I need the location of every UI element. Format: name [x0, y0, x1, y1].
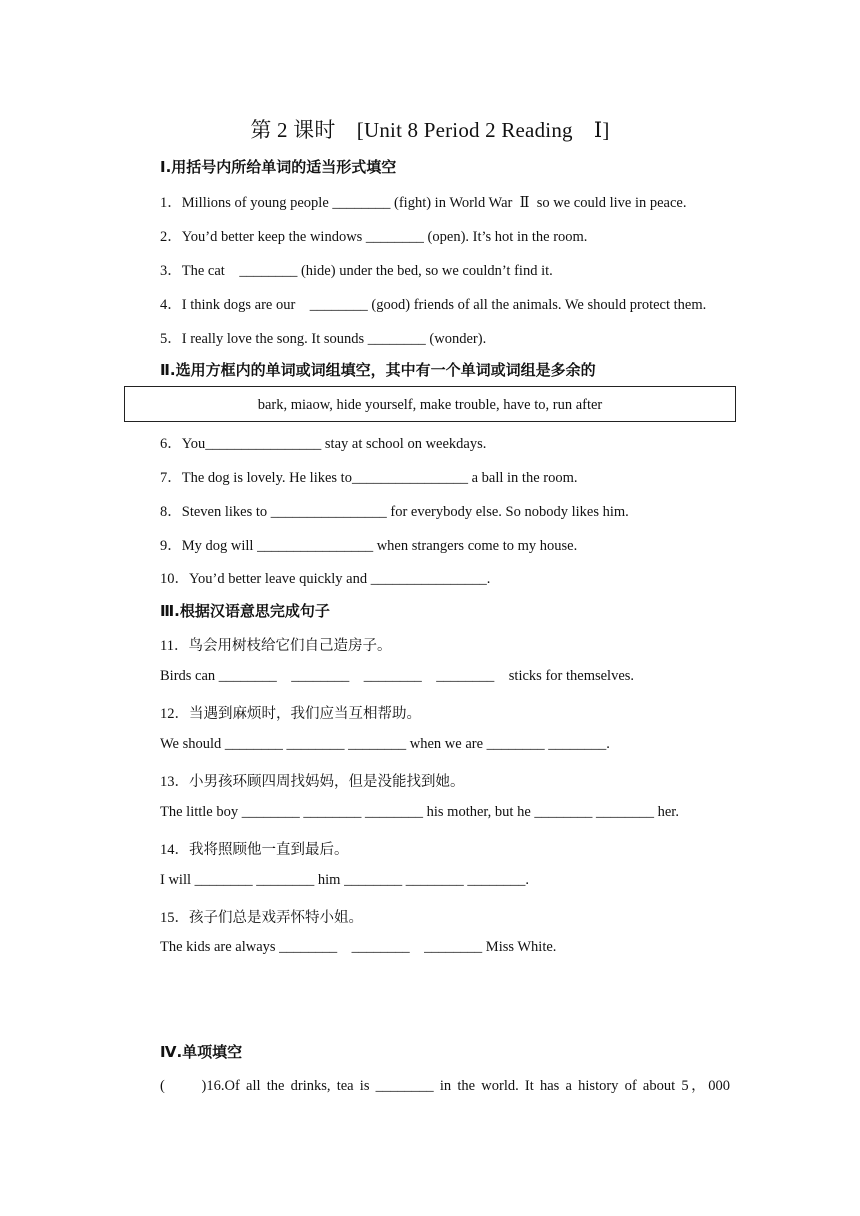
- section-4-heading: Ⅳ.单项填空: [160, 1043, 243, 1061]
- question-2: 2．You’d better keep the windows ________ (open). It’s hot in the room.: [160, 229, 588, 245]
- question-8: 8．Steven likes to ________________ for everybody else. So nobody likes him.: [160, 504, 629, 520]
- section-3-heading: Ⅲ.根据汉语意思完成句子: [160, 602, 330, 620]
- question-7: 7．The dog is lovely. He likes to________________ a ball in the room.: [160, 470, 578, 486]
- question-6: 6．You________________ stay at school on weekdays.: [160, 436, 487, 452]
- page-title: 第 2 课时 [Unit 8 Period 2 Reading Ⅰ]: [250, 118, 610, 142]
- question-14-chinese: 14．我将照顾他一直到最后。: [160, 842, 349, 858]
- question-14-english: I will ________ ________ him ________ ________ ________.: [160, 872, 529, 888]
- question-13-english: The little boy ________ ________ ________ his mother, but he ________ ________ her.: [160, 804, 679, 820]
- question-11-english: Birds can ________ ________ ________ ________ sticks for themselves.: [160, 668, 635, 684]
- question-4: 4．I think dogs are our ________ (good) friends of all the animals. We should protect them.: [160, 297, 707, 313]
- question-11-chinese: 11．鸟会用树枝给它们自己造房子。: [160, 638, 392, 654]
- question-12-chinese: 12．当遇到麻烦时，我们应当互相帮助。: [160, 706, 421, 722]
- question-15-english: The kids are always ________ ________ ________ Miss White.: [160, 939, 557, 955]
- question-16: ( )16.Of all the drinks, tea is ________ in the world. It has a history of about 5，000: [160, 1078, 730, 1094]
- question-5: 5．I really love the song. It sounds ________ (wonder).: [160, 331, 487, 347]
- question-9: 9．My dog will ________________ when strangers come to my house.: [160, 538, 578, 554]
- question-10: 10．You’d better leave quickly and ________________.: [160, 571, 491, 587]
- question-13-chinese: 13．小男孩环顾四周找妈妈，但是没能找到她。: [160, 774, 465, 790]
- section-1-heading: Ⅰ.用括号内所给单词的适当形式填空: [160, 158, 397, 176]
- section-2-heading: Ⅱ.选用方框内的单词或词组填空，其中有一个单词或词组是多余的: [160, 361, 596, 379]
- question-3: 3．The cat ________ (hide) under the bed, so we couldn’t find it.: [160, 263, 553, 279]
- question-12-english: We should ________ ________ ________ when we are ________ ________.: [160, 736, 610, 752]
- question-1: 1．Millions of young people ________ (fight) in World War Ⅱ so we could live in peace.: [160, 195, 687, 211]
- question-15-chinese: 15．孩子们总是戏弄怀特小姐。: [160, 910, 363, 926]
- word-box: bark, miaow, hide yourself, make trouble, have to, run after: [124, 386, 736, 422]
